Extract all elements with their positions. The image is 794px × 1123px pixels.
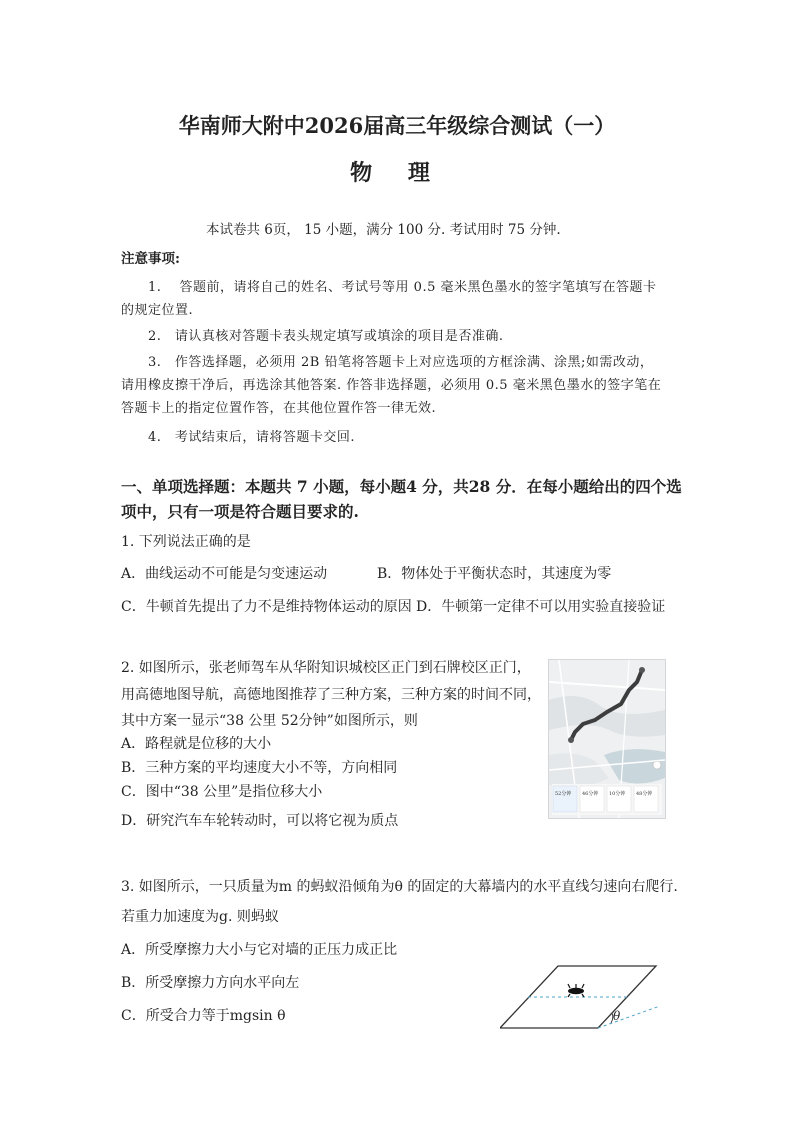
notice-item-4: 4. 考试结束后，请将答题卡交回.	[148, 430, 356, 445]
q1-option-a: A．曲线运动不可能是匀变速运动	[121, 566, 328, 582]
q2-stem-line2: 用高德地图导航，高德地图推荐了三种方案，三种方案的时间不同，	[121, 687, 541, 703]
ant-icon	[568, 984, 584, 997]
notice-item-3-cont1: 请用橡皮擦干净后，再选涂其他答案. 作答非选择题，必须用 0.5 毫米黑色墨水的签字笔在	[121, 378, 662, 393]
map-route-tab-2: 46分钟	[582, 791, 599, 797]
exam-title: 华南师大附中2026届高三年级综合测试（一）	[178, 113, 616, 138]
q3-stem-line1: 3. 如图所示，一只质量为m 的蚂蚁沿倾角为θ 的固定的大幕墙内的水平直线匀速向右爬行.	[121, 879, 678, 895]
subject-title: 物 理	[350, 160, 444, 186]
theta-label: θ	[613, 1009, 621, 1023]
q2-option-d: D．研究汽车车轮转动时，可以将它视为质点	[121, 813, 399, 829]
section-1-heading: 一、单项选择题：本题共 7 小题，每小题4 分，共28 分．在每小题给出的四个选	[121, 477, 682, 496]
q3-option-b: B．所受摩擦力方向水平向左	[121, 975, 300, 991]
q1-option-d: D．牛顿第一定律不可以用实验直接验证	[416, 599, 666, 615]
q2-option-b: B．三种方案的平均速度大小不等，方向相同	[121, 760, 398, 776]
notice-item-3-cont2: 答题卡上的指定位置作答，在其他位置作答一律无效.	[121, 401, 437, 416]
q2-stem-line3: 其中方案一显示“38 公里 52分钟”如图所示，则	[121, 713, 418, 729]
q1-option-b: B．物体处于平衡状态时，其速度为零	[377, 566, 612, 582]
notice-title: 注意事项:	[121, 251, 180, 267]
inclined-wall-figure	[500, 960, 665, 1035]
section-1-heading-cont: 项中，只有一项是符合题目要求的.	[121, 502, 359, 521]
q2-option-c: C．图中“38 公里”是指位移大小	[121, 784, 323, 800]
map-drawing	[549, 660, 665, 818]
exam-info: 本试卷共 6页， 15 小题，满分 100 分. 考试用时 75 分钟.	[206, 222, 561, 238]
map-route-tab-3: 10分钟	[609, 791, 626, 797]
q2-stem-line1: 2. 如图所示，张老师驾车从华附知识城校区正门到石牌校区正门，	[121, 660, 531, 676]
notice-item-2: 2. 请认真核对答题卡表头规定填写或填涂的项目是否准确.	[148, 329, 504, 344]
notice-item-3: 3. 作答选择题，必须用 2B 铅笔将答题卡上对应选项的方框涂满、涂黑;如需改动，	[148, 355, 654, 370]
map-route-tab-1: 52分钟	[555, 791, 572, 797]
map-route-tab-4: 48分钟	[636, 791, 653, 797]
q3-option-c: C．所受合力等于mgsin θ	[121, 1008, 286, 1024]
notice-item-1-cont: 的规定位置.	[121, 303, 194, 318]
q3-option-a: A．所受摩擦力大小与它对墙的正压力成正比	[121, 942, 398, 958]
q2-option-a: A．路程就是位移的大小	[121, 736, 272, 752]
q1-option-c: C．牛顿首先提出了力不是维持物体运动的原因	[121, 599, 412, 615]
navigation-map-figure	[548, 659, 666, 819]
q1-stem: 1. 下列说法正确的是	[121, 534, 251, 550]
q3-stem-line2: 若重力加速度为g. 则蚂蚁	[121, 909, 279, 925]
notice-item-1: 1. 答题前，请将自己的姓名、考试号等用 0.5 毫米黑色墨水的签字笔填写在答题卡	[148, 280, 657, 295]
